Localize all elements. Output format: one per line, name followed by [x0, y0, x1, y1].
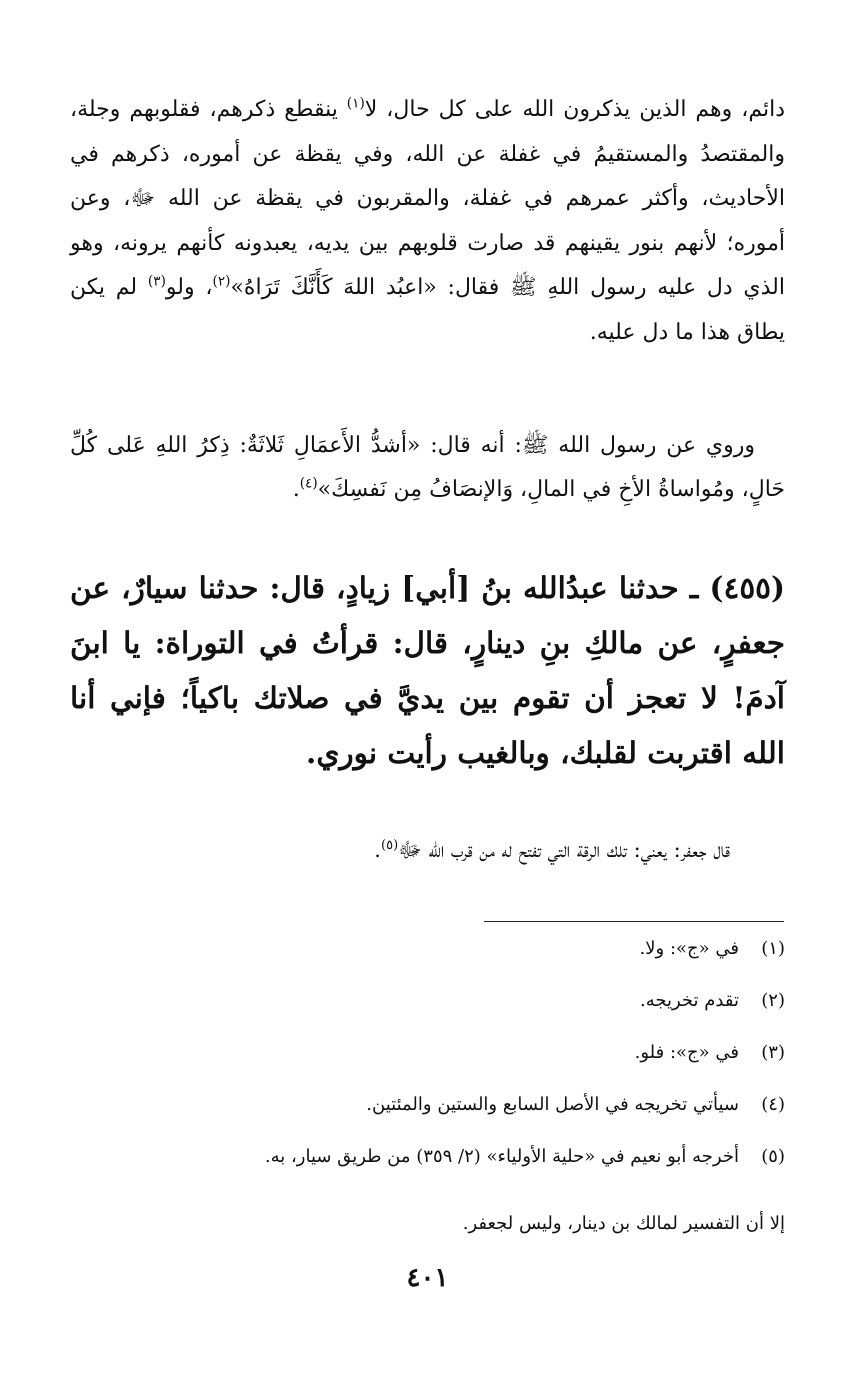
body-paragraph-2: [70, 424, 785, 512]
footnote-divider: [484, 921, 784, 922]
footnote-text: في «ج»: ولا.: [639, 938, 739, 959]
footnote-text: أخرجه أبو نعيم في «حلية الأولياء» (٢/ ٣٥٩) من طريق سيار، به.: [264, 1146, 739, 1167]
para2-text: وروي عن رسول الله ﷺ: أنه قال: «أشدُّ الأَعمَالِ ثَلاثَةٌ: ذِكرُ اللهِ عَلى كُلِّ حَالٍ، ومُواساةُ الأخِ في المالِ، وَالإنصَافُ مِن نَفسِكَ»: [70, 433, 785, 502]
para2-end: .: [292, 477, 300, 502]
footnote-ref-3[interactable]: (٣): [147, 273, 166, 290]
footnote-number: (٥): [761, 1146, 785, 1167]
footnote-ref-5[interactable]: (٥): [380, 838, 399, 853]
footnote-ref-2[interactable]: (٢): [212, 273, 231, 290]
para1-text-middle: ينقطع ذكرهم، فقلوبهم وجلة، والمقتصدُ والمستقيمُ في غفلة عن الله، وفي يقظة عن أموره، ذكرهم في الأحاديث، وأكثر عمرهم في غفلة، والمقربون في يقظة عن الله ﷻ، وعن أموره؛ لأنهم بنور يقينهم قد صارت قلوبهم بين يديه، يعبدونه كأنهم يرونه، وهو الذي دل عليه رسول اللهِ ﷺ فقال: «اعبُد اللهَ كَأَنَّكَ تَرَاهُ»: [70, 97, 785, 300]
footnote-ref-1[interactable]: (١): [346, 95, 365, 112]
footnote-text: في «ج»: فلو.: [634, 1042, 739, 1063]
footnote-ref-4[interactable]: (٤): [299, 475, 318, 492]
footnote-text: سيأتي تخريجه في الأصل السابع والستين والمئتين.: [366, 1094, 739, 1115]
body-paragraph-1: [70, 88, 785, 355]
para1-text-end: لم يكن يطاق هذا ما دل عليه.: [70, 275, 785, 345]
footnote-5-continuation: إلا أن التفسير لمالك بن دينار، وليس لجعفر.: [462, 1213, 785, 1234]
para1-text-start: دائم، وهم الذين يذكرون الله على كل حال، لا: [364, 97, 785, 122]
hadith-narration-455: [70, 560, 785, 780]
hadith-text: (٤٥٥) ـ حدثنا عبدُالله بنُ [أبي] زيادٍ، قال: حدثنا سيارٌ، عن جعفرٍ، عن مالكِ بنِ دينارٍ، قال: قرأتُ في التوراة: يا ابنَ آدمَ! لا تعجز أن تقوم بين يديَّ في صلاتك باكياً؛ فإني أنا الله اقتربت لقلبك، وبالغيب رأيت نوري.: [70, 570, 785, 770]
body-paragraph-4: [120, 830, 785, 870]
footnote-item: [160, 938, 785, 990]
para1-text-middle-2: ، ولو: [165, 275, 213, 300]
footnote-number: (٣): [761, 1042, 785, 1063]
para4-text: قال جعفر: يعني: تلك الرقة التي تفتح له من قرب الله ﷻ: [398, 838, 730, 862]
footnote-number: (١): [761, 938, 785, 959]
para4-end: .: [374, 838, 381, 862]
footnote-number: (٤): [761, 1094, 785, 1115]
footnote-item: [160, 1146, 785, 1198]
page-number: ٤٠١: [406, 1263, 449, 1293]
footnote-item: [160, 1042, 785, 1094]
footnote-item: [160, 1094, 785, 1146]
footnote-text: تقدم تخريجه.: [640, 990, 739, 1011]
footnotes-list: [160, 938, 785, 1198]
footnote-item: [160, 990, 785, 1042]
footnote-number: (٢): [761, 990, 785, 1011]
